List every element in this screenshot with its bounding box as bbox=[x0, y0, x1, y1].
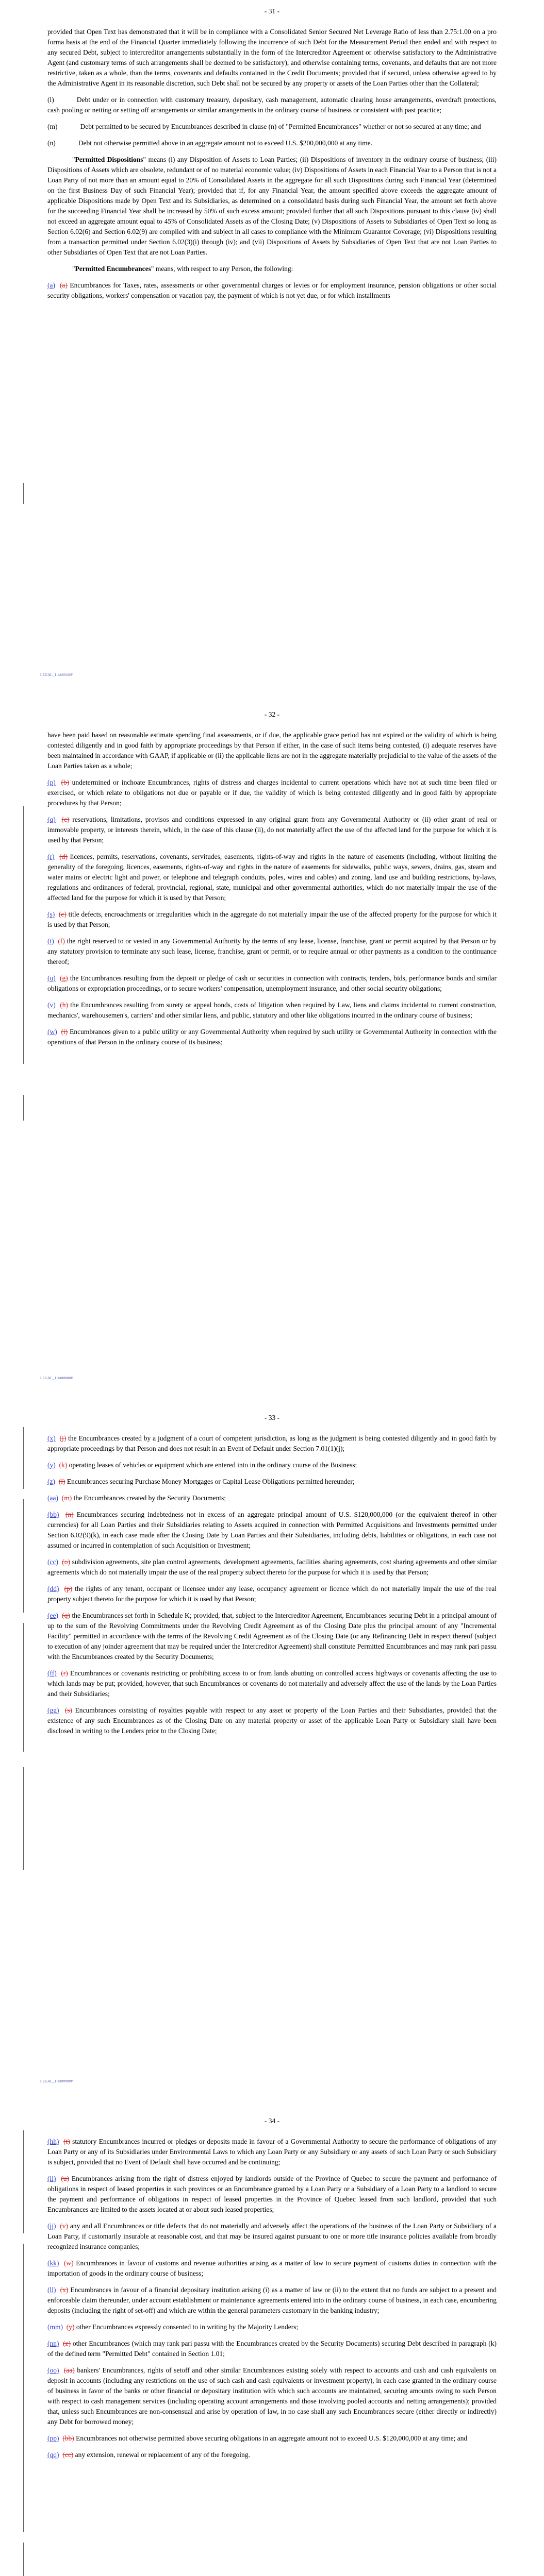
change-bar bbox=[23, 2244, 24, 2532]
clause-text: the Encumbrances set forth in Schedule K; provided, that, subject to the Intercreditor Agreement, Encumbrances securing Debt in a principal amount of up to the sum of the Revolving Commitments under the Revolving Credit Agreement as of the Closing Date plus the principal amount of any "Incremental Facility" permitted in accordance with the terms of the Revolving Credit Agreement as of the Closing Date (or any Refinancing Debt in respect thereof (subject to execution of any joinder agreement that may be required under the Intercreditor Agreement) shall constitute Permitted Encumbrances and may rank pari passu with the Encumbrances created by the Security Documents; bbox=[47, 1612, 497, 1660]
clause-qq bbox=[47, 2450, 497, 2460]
deleted-label: (z) bbox=[63, 2340, 71, 2347]
clause-text: statutory Encumbrances incurred or pledges or deposits made in favour of a Governmental Authority to secure the performance of obligations of any Loan Party or any of its Subsidiaries under Environmental Laws to which any Loan Party or any Subsidiary or any assets of such Loan Party or such Subsidiary is subject, provided that no Event of Default shall have occurred and be continuing; bbox=[47, 2138, 497, 2166]
footer-tag: LEGAL_1:######## bbox=[40, 1376, 73, 1380]
clause-text: Encumbrances or covenants restricting or prohibiting access to or from lands abutting on controlled access highways or covenants affecting the use to which lands may be put; provided, however, that such Encumbrances or covenants do not materially and adversely affect the use of the lands by the Loan Parties and their Subsidiaries; bbox=[47, 1669, 497, 1698]
clause-text: undetermined or inchoate Encumbrances, rights of distress and charges incidental to current operations which have not at such time been filed or exercised, or which relate to obligations not due or payable or if due, the validity of which is being contested diligently and in good faith by appropriate procedures by that Person; bbox=[47, 778, 497, 807]
deleted-label: (h) bbox=[60, 1001, 68, 1009]
change-bar bbox=[23, 2543, 24, 2576]
page-number: - 31 - bbox=[264, 7, 280, 15]
deleted-label: (e) bbox=[58, 910, 67, 918]
clause-text: the Encumbrances resulting from the deposit or pledge of cash or securities in connection with contracts, tenders, bids, performance bonds and similar obligations or expropriation proceedings, or to secure workers' compensation, unemployment insurance, and other social security obligations; bbox=[47, 974, 497, 992]
change-bar bbox=[23, 1623, 24, 1752]
clause-w bbox=[47, 1027, 497, 1047]
deleted-label: (g) bbox=[59, 974, 68, 982]
clause-a bbox=[47, 280, 497, 301]
definition-permitted-dispositions: "Permitted Dispositions" means (i) any Disposition of Assets to Loan Parties; (ii) Dispositions of inventory in the ordinary course of business; (iii) Dispositions of Assets which are obsolete, redundant or of no material economic value; (iv) Dispositions of Assets in each Financial Year to a Person that is not a Loan Party of not more than an amount equal to 20% of Consolidated Assets in the aggregate for all such Dispositions during such Financial Year (determined on the first Business Day of such Financial Year); provided that if, for any Financial Year, the amount specified above exceeds the aggregate amount of applicable Dispositions made by Open Text and its Subsidiaries, as determined on a consolidated basis during such Financial Year, the amount set forth above for the succeeding Financial Year shall be increased by 50% of such excess amount; provided further that all such Dispositions pursuant to this clause (iv) shall not exceed an aggregate amount equal to 45% of Consolidated Assets as of the Closing Date; (v) Dispositions of Assets to Subsidiaries of Open Text so long as Section 6.02(6) and Section 6.02(9) are complied with and subject in all cases to compliance with the Minimum Guarantor Coverage; (vi) Dispositions resulting from a transaction permitted under Section 6.02(3)(i) through (iv); and (vii) Dispositions of Assets by Subsidiaries of Open Text that are not Loan Parties to other Subsidiaries of Open Text that are not Loan Parties. bbox=[47, 156, 497, 256]
clause-text: any and all Encumbrances or title defects that do not materially and adversely affect the operations of the business of the Loan Party or Subsidiary of a Loan Party, if customarily insurable at reasonable cost, and that may be insured against pursuant to one or more title insurance policies available from broadly recognized insurance companies; bbox=[47, 2222, 497, 2250]
deleted-label: (y) bbox=[66, 2323, 75, 2331]
deleted-label: (n) bbox=[65, 1511, 74, 1518]
clause-ll bbox=[47, 2285, 497, 2316]
inserted-label: (kk) bbox=[47, 2259, 59, 2267]
deleted-label: (r) bbox=[61, 1669, 68, 1677]
inserted-label: (aa) bbox=[47, 1494, 58, 1502]
deleted-label: (b) bbox=[61, 778, 70, 786]
inserted-label: (u) bbox=[47, 974, 56, 982]
deleted-label: (aa) bbox=[63, 2366, 75, 2374]
clause-text: Encumbrances securing indebtedness not in excess of an aggregate principal amount of U.S. $120,000,000 (or the equivalent thereof in other currencies) for all Loan Parties and their Subsidiaries relating to Assets acquired in connection with Permitted Acquisitions and Investments permitted under Section 6.02(9)(k), in each case made after the Closing Date by Loan Parties and their Subsidiaries, including debts, liabilities or obligations, in each case not assumed or incurred in contemplation of such Acquisition or Investment; bbox=[47, 1511, 497, 1549]
change-bar bbox=[23, 483, 24, 504]
defined-term: Permitted Encumbrances bbox=[75, 265, 151, 273]
inserted-label: (v) bbox=[47, 1001, 56, 1009]
clause-text: Encumbrances in favour of customs and revenue authorities arising as a matter of law to secure payment of customs duties in connection with the importation of goods in the ordinary course of business; bbox=[47, 2259, 497, 2277]
change-bar bbox=[23, 2130, 24, 2233]
clause-q bbox=[47, 815, 497, 845]
inserted-label: (ii) bbox=[47, 2175, 56, 2182]
clause-text: Encumbrances not otherwise permitted above securing obligations in an aggregate amount not to exceed U.S. $120,000,000 at any time; and bbox=[76, 2434, 468, 2442]
clause-m bbox=[47, 122, 497, 132]
page-number: - 33 - bbox=[264, 1414, 280, 1421]
deleted-label: (u) bbox=[61, 2175, 70, 2182]
clause-text: Encumbrances consisting of royalties payable with respect to any asset or property of the Loan Parties and their Subsidiaries, provided that the existence of any such Encumbrances as of the Closing Date on any material property or asset of the applicable Loan Party or Subsidiary shall have been disclosed in writing to the Lenders prior to the Closing Date; bbox=[47, 1706, 497, 1735]
change-bar bbox=[23, 1427, 24, 1489]
inserted-label: (bb) bbox=[47, 1511, 59, 1518]
deleted-label: (a) bbox=[59, 281, 68, 289]
change-bar bbox=[23, 1767, 24, 1870]
inserted-label: (cc) bbox=[47, 1558, 58, 1566]
clause-text: the right reserved to or vested in any Governmental Authority by the terms of any lease, license, franchise, grant or permit acquired by that Person or by any statutory provision to terminate any such lease, license, franchise, grant or permit, or to require annual or other payments as a condition to the continuance thereof; bbox=[47, 937, 497, 965]
footer-tag: LEGAL_1:######## bbox=[40, 673, 73, 677]
clause-text: Debt not otherwise permitted above in an aggregate amount not to exceed U.S. $200,000,000 at any time. bbox=[78, 139, 372, 147]
clause-z bbox=[47, 1477, 497, 1487]
deleted-label: (o) bbox=[62, 1558, 70, 1566]
clause-oo bbox=[47, 2365, 497, 2427]
clause-cc bbox=[47, 1557, 497, 1578]
clause-text: Encumbrances in favour of a financial depositary institution arising (i) as a matter of law or (ii) to the extent that no funds are subject to a present and enforceable claim thereunder, under account establishment or maintenance agreements entered into in the ordinary course of business, in each case, encumbering deposits (including the right of set-off) and which are within the general parameters customary in the banking industry; bbox=[47, 2286, 497, 2314]
clause-text: other Encumbrances (which may rank pari passu with the Encumbrances created by the Security Documents) securing Debt described in paragraph (k) of the defined term "Permitted Debt" contained in Section 1.01; bbox=[47, 2340, 497, 2358]
clause-t bbox=[47, 936, 497, 967]
clause-text: Encumbrances given to a public utility or any Governmental Authority when required by such utility or Governmental Authority in connection with the operations of that Person in the ordinary course of its business; bbox=[47, 1028, 497, 1046]
clause-y bbox=[47, 1460, 497, 1470]
deleted-label: (v) bbox=[60, 2222, 69, 2230]
definition-text: " means (i) any Disposition of Assets to Loan Parties; (ii) Dispositions of inventory in the ordinary course of business; (iii) Dispositions of Assets which are obsolete, redundant or of no material economic value; (iv) Dispositions of Assets in each Financial Year to a Person that is not a Loan Party of not more than an amount equal to 20% of Consolidated Assets in the aggregate for all such Dispositions during such Financial Year (determined on the first Business Day of such Financial Year); provided that if, for any Financial Year, the amount specified above exceeds the aggregate amount of applicable Dispositions made by Open Text and its Subsidiaries, as determined on a consolidated basis during such Financial Year, the amount set forth above for the succeeding Financial Year shall be increased by 50% of such excess amount; provided further that all such Dispositions pursuant to this clause (iv) shall not exceed an aggregate amount equal to 45% of Consolidated Assets as of the Closing Date; (v) Dispositions of Assets to Subsidiaries of Open Text so long as Section 6.02(6) and Section 6.02(9) are complied with and subject in all cases to compliance with the Minimum Guarantor Coverage; (vi) Dispositions resulting from a transaction permitted under Section 6.02(3)(i) through (iv); and (vii) Dispositions of Assets by Subsidiaries of Open Text that are not Loan Parties to other Subsidiaries of Open Text that are not Loan Parties. bbox=[47, 156, 497, 256]
clause-text: title defects, encroachments or irregularities which in the aggregate do not materially impair the use of the affected property for the purpose for which it is used by that Person; bbox=[47, 910, 497, 928]
deleted-label: (l) bbox=[58, 1478, 65, 1485]
clause-text: Encumbrances arising from the right of distress enjoyed by landlords outside of the Province of Quebec to secure the payment and performance of obligations in respect of leased properties in such provinces or an Encumbrance granted by a Loan Party or a Subsidiary of a Loan Party to a landlord to secure the payment and performance of obligations in respect of leased properties in the Province of Quebec leased from such landlord, provided that such Encumbrances are limited to the assets located at or about such leased properties; bbox=[47, 2175, 497, 2213]
change-bar bbox=[23, 1499, 24, 1613]
paragraph-continuation: have been paid based on reasonable estimate spending final assessments, or if due, the applicable grace period has not expired or the validity of which is being contested diligently and in good faith by appropriate proceedings by that Person if either, in the case of such items being contested, (i) adequate reserves have been maintained in accordance with GAAP, if applicable or (ii) the applicable liens are not in the aggregate materially prejudicial to the value of the assets of the Loan Parties taken as a whole; bbox=[47, 731, 497, 770]
clause-text: the rights of any tenant, occupant or licensee under any lease, occupancy agreement or licence which do not materially impair the use of the real property subject thereto for the purpose for which it is used by that Person; bbox=[47, 1585, 497, 1603]
clause-gg bbox=[47, 1705, 497, 1736]
inserted-label: (oo) bbox=[47, 2366, 59, 2374]
inserted-label: (gg) bbox=[47, 1706, 59, 1714]
clause-s bbox=[47, 909, 497, 930]
clause-text: bankers' Encumbrances, rights of setoff and other similar Encumbrances existing solely with respect to accounts and cash and cash equivalents on deposit in accounts (including any restrictions on the use of such cash and cash equivalents or investment property), in each case granted in the ordinary course of business in favor of the banks or other financial or depositary institution with which such accounts are maintained, securing amounts owing to such Person with respect to cash management services (including operating account arrangements and those involving pooled accounts and netting arrangements); provided that, unless such Encumbrances are non-consensual and arise by operation of law, in no case shall any such Encumbrances secure (either directly or indirectly) any Debt for borrowed money; bbox=[47, 2366, 497, 2426]
deleted-label: (d) bbox=[59, 853, 68, 860]
clause-text: Encumbrances securing Purchase Money Mortgages or Capital Lease Obligations permitted hereunder; bbox=[67, 1478, 355, 1485]
definition-text: " means, with respect to any Person, the following: bbox=[151, 265, 293, 273]
clause-text: subdivision agreements, site plan control agreements, development agreements, facilities sharing agreements, cost sharing agreements and other similar agreements which do not materially impair the use of the real property subject thereto for the purpose for which it is used by that Person; bbox=[47, 1558, 497, 1576]
deleted-label: (i) bbox=[61, 1028, 68, 1036]
inserted-label: (pp) bbox=[47, 2434, 59, 2442]
page-body bbox=[47, 27, 497, 307]
clause-r bbox=[47, 852, 497, 903]
page-body bbox=[47, 1433, 497, 1742]
inserted-label: (t) bbox=[47, 937, 54, 945]
deleted-label: (f) bbox=[58, 937, 65, 945]
deleted-label: (s) bbox=[64, 1706, 72, 1714]
document-page-32 bbox=[0, 703, 544, 1406]
clause-aa bbox=[47, 1493, 497, 1503]
inserted-label: (ee) bbox=[47, 1612, 58, 1619]
inserted-label: (s) bbox=[47, 910, 55, 918]
clause-l bbox=[47, 95, 497, 115]
definition-permitted-encumbrances: "Permitted Encumbrances" means, with respect to any Person, the following: bbox=[72, 265, 293, 273]
clause-mm bbox=[47, 2322, 497, 2332]
clause-bb bbox=[47, 1510, 497, 1551]
deleted-label: (k) bbox=[59, 1461, 68, 1469]
deleted-label: (w) bbox=[63, 2259, 74, 2267]
inserted-label: (a) bbox=[47, 281, 55, 289]
deleted-label: (m) bbox=[61, 1494, 72, 1502]
clause-dd bbox=[47, 1584, 497, 1604]
inserted-label: (x) bbox=[47, 1434, 56, 1442]
page-number: - 34 - bbox=[264, 2117, 280, 2125]
deleted-label: (q) bbox=[62, 1612, 70, 1619]
clause-text: Debt under or in connection with customary treasury, depositary, cash management, automatic clearing house arrangements, overdraft protections, cash pooling or netting or setting off arrangements or similar arrangements in the ordinary course of business or consistent with past practice; bbox=[47, 96, 497, 114]
inserted-label: (ff) bbox=[47, 1669, 57, 1677]
inserted-label: (mm) bbox=[47, 2323, 63, 2331]
inserted-label: (w) bbox=[47, 1028, 57, 1036]
inserted-label: (z) bbox=[47, 1478, 55, 1485]
document-page-31 bbox=[0, 0, 544, 703]
inserted-label: (dd) bbox=[47, 1585, 59, 1592]
inserted-label: (jj) bbox=[47, 2222, 56, 2230]
clause-text: the Encumbrances created by a judgment of a court of competent jurisdiction, as long as the judgment is being contested diligently and in good faith by appropriate proceedings by that Person and does not result in an Event of Default under Section 7.01(1)(j); bbox=[47, 1434, 497, 1452]
clause-text: the Encumbrances created by the Security Documents; bbox=[73, 1494, 226, 1502]
document-page-33 bbox=[0, 1406, 544, 2110]
change-bar bbox=[23, 1095, 24, 1121]
clause-label: (n) bbox=[47, 139, 56, 147]
document-page-34 bbox=[0, 2110, 544, 2576]
deleted-label: (j) bbox=[59, 1434, 67, 1442]
clause-kk bbox=[47, 2258, 497, 2279]
clause-hh bbox=[47, 2137, 497, 2167]
paragraph-continuation: provided that Open Text has demonstrated that it will be in compliance with a Consolidated Senior Secured Net Leverage Ratio of less than 2.75:1.00 on a pro forma basis at the end of the Financial Quarter immediately following the incurrence of such Debt for the Measurement Period then ended and with respect to any secured Debt, subject to intercreditor arrangements substantially in the form of the Intercreditor Agreement or otherwise satisfactory to the Administrative Agent (and customary terms of such arrangements shall be deemed to be satisfactory), and otherwise containing terms, covenants, and defaults that are not more restrictive, taken as a whole, than the terms, covenants and defaults contained in the Credit Documents; provided that if secured, unless otherwise agreed to by the Administrative Agent in its reasonable discretion, such Debt shall not be secured by any property or assets of the Loan Parties other than the Collateral; bbox=[47, 28, 497, 87]
clause-p bbox=[47, 777, 497, 808]
clause-text: any extension, renewal or replacement of any of the foregoing. bbox=[75, 2451, 250, 2459]
clause-ff bbox=[47, 1668, 497, 1699]
deleted-label: (x) bbox=[60, 2286, 69, 2294]
clause-ee bbox=[47, 1611, 497, 1662]
clause-n bbox=[47, 138, 497, 148]
clause-text: the Encumbrances resulting from surety or appeal bonds, costs of litigation when required by Law, liens and claims incidental to current construction, mechanics', warehousemen's, carriers' and other similar liens, and public, statutory and other like obligations incurred in the ordinary course of business; bbox=[47, 1001, 497, 1019]
footer-tag: LEGAL_1:######## bbox=[40, 2079, 73, 2083]
inserted-label: (y) bbox=[47, 1461, 56, 1469]
clause-label: (m) bbox=[47, 123, 58, 130]
clause-text: other Encumbrances expressly consented to in writing by the Majority Lenders; bbox=[76, 2323, 299, 2331]
clause-pp bbox=[47, 2433, 497, 2444]
deleted-label: (p) bbox=[64, 1585, 73, 1592]
deleted-label: (cc) bbox=[62, 2451, 74, 2459]
change-bar bbox=[23, 806, 24, 1064]
inserted-label: (nn) bbox=[47, 2340, 59, 2347]
page-body bbox=[47, 730, 497, 1054]
deleted-label: (c) bbox=[61, 816, 70, 823]
inserted-label: (r) bbox=[47, 853, 55, 860]
clause-jj bbox=[47, 2221, 497, 2252]
page-body bbox=[47, 2137, 497, 2466]
deleted-label: (t) bbox=[63, 2138, 70, 2145]
deleted-label: (bb) bbox=[62, 2434, 74, 2442]
clause-text: Debt permitted to be secured by Encumbrances described in clause (n) of "Permitted Encumbrances" whether or not so secured at any time; and bbox=[80, 123, 481, 130]
clause-v bbox=[47, 1000, 497, 1021]
page-number: - 32 - bbox=[264, 710, 280, 718]
inserted-label: (p) bbox=[47, 778, 56, 786]
inserted-label: (qq) bbox=[47, 2451, 59, 2459]
clause-text: reservations, limitations, provisos and conditions expressed in any original grant from any Governmental Authority or (ii) other grant of real or immovable property, or interests therein, which, in the case of this clause (ii), do not materially affect the use of the affected land for the purpose for which it is used by that Person; bbox=[47, 816, 497, 844]
inserted-label: (hh) bbox=[47, 2138, 59, 2145]
clause-nn bbox=[47, 2338, 497, 2359]
defined-term: Permitted Dispositions bbox=[75, 156, 143, 163]
clause-text: Encumbrances for Taxes, rates, assessments or other governmental charges or levies or for employment insurance, pension obligations or other social security obligations, workers' compensation or vacation pay, the payment of which is not yet due, or for which installments bbox=[47, 281, 497, 299]
clause-x bbox=[47, 1433, 497, 1454]
inserted-label: (ll) bbox=[47, 2286, 56, 2294]
inserted-label: (q) bbox=[47, 816, 56, 823]
clause-ii bbox=[47, 2174, 497, 2215]
clause-text: operating leases of vehicles or equipment which are entered into in the ordinary course of the Business; bbox=[69, 1461, 357, 1469]
clause-label: (l) bbox=[47, 96, 54, 104]
clause-text: licences, permits, reservations, covenants, servitudes, easements, rights-of-way and rights in the nature of easements (including, without limiting the generality of the foregoing, licences, easements, rights-of-way and rights in the nature of easements for sidewalks, public ways, sewers, drains, gas, steam and water mains or electric light and power, or telephone and telegraph conduits, poles, wires and cables) and zoning, land use and building restrictions, by-laws, regulations and ordinances of federal, provincial, regional, state, municipal and other governmental authorities, which do not materially impair the use of the affected land for the purpose for which it is used by that Person; bbox=[47, 853, 497, 902]
clause-u bbox=[47, 973, 497, 994]
